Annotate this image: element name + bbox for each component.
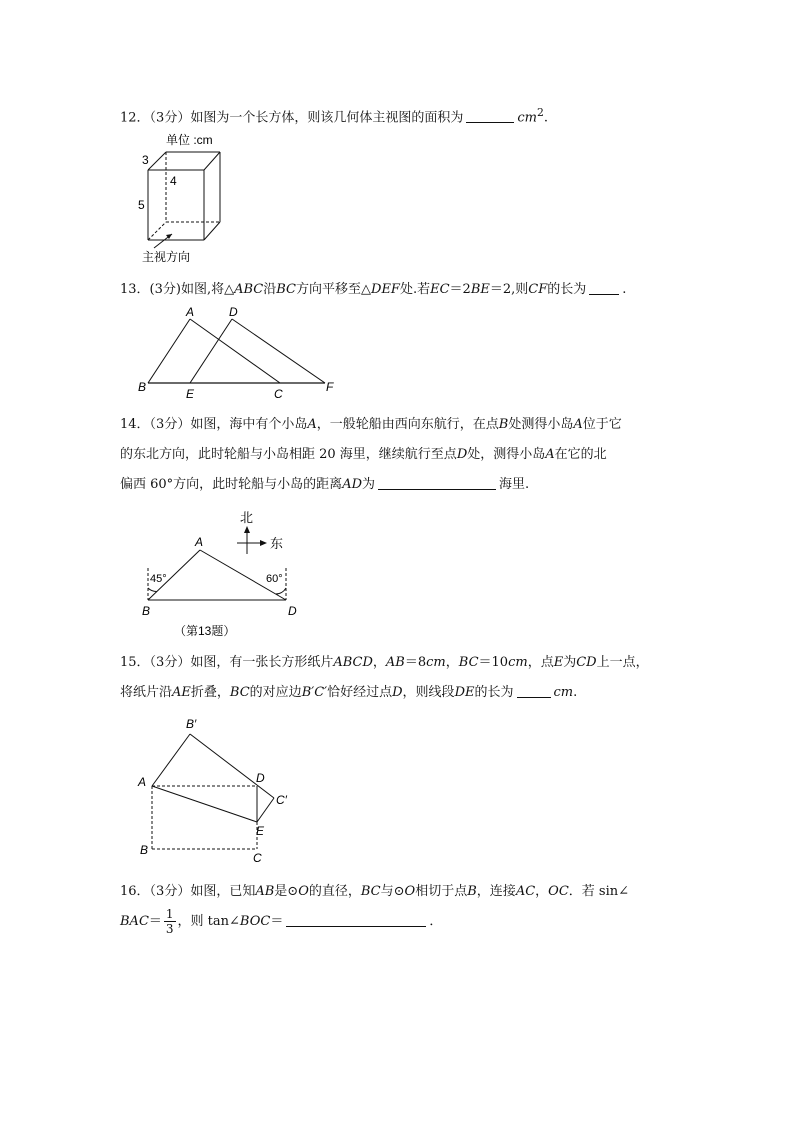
q13-end: .: [622, 282, 627, 297]
q15-l2a: 将纸片沿: [120, 685, 173, 700]
q16-answer-blank[interactable]: [286, 910, 426, 927]
q15-label-b: B: [140, 843, 149, 857]
q15-bpcp: B′C′: [301, 685, 328, 700]
q16-l2c: ＝: [270, 914, 284, 929]
q14-l1c: 处测得小岛: [508, 417, 574, 432]
q13-bc: BC: [276, 282, 297, 297]
q15-cm1: cm: [426, 655, 446, 670]
q15-edge-cp-e: [257, 798, 274, 822]
q13-side-de: [190, 319, 232, 383]
q13-be: BE: [470, 282, 490, 297]
q15-score: （3分）: [149, 655, 191, 670]
q16-end: ．: [429, 914, 443, 929]
q14-number: 14．: [120, 417, 150, 432]
q16-l2a: ＝: [148, 914, 162, 929]
q16-bac: BAC: [120, 914, 149, 929]
q15-label-a: A: [138, 775, 147, 789]
q14-b: B: [498, 417, 509, 432]
q16-line-1: [120, 877, 680, 907]
q15-l2d: 恰好经过点: [327, 685, 393, 700]
q15-l2b: 折叠，: [190, 685, 230, 700]
q15-number: 15．: [120, 655, 150, 670]
q14-north-label: 北: [240, 510, 254, 525]
q15-ab: AB: [385, 655, 405, 670]
q16-l1b: 是⊙: [274, 884, 299, 899]
q15-l1g: 为: [563, 655, 577, 670]
q16-ab: AB: [255, 884, 275, 899]
q14-l2a: 的东北方向，此时轮船与小岛相距 20 海里，继续航行至点: [120, 447, 457, 462]
q15-cd: CD: [576, 655, 597, 670]
q14-line-3: [120, 470, 680, 500]
q12-end: .: [543, 110, 548, 126]
q15-d: D: [392, 685, 403, 700]
q13-figure-triangles: [130, 305, 350, 405]
q12-top-right-edge: [204, 152, 220, 170]
q14-d: D: [456, 447, 468, 462]
q14-l2c: 在它的北: [554, 447, 607, 462]
q14-angle-arc-60: [276, 588, 286, 594]
q13-abc: ABC: [234, 282, 264, 297]
q15-l1d: ，: [445, 655, 459, 670]
q15-edge-ab-prime: [152, 734, 190, 786]
q13-side-ab: [148, 319, 190, 383]
q13-text-6: ＝2,则: [489, 282, 529, 297]
q15-l1a: 如图，有一张长方形纸片: [190, 655, 334, 670]
q16-score: （3分）: [149, 884, 191, 899]
q14-l2b: 处，测得小岛: [467, 447, 546, 462]
q16-o2: O: [404, 884, 416, 899]
q16-l1e: 相切于点: [415, 884, 468, 899]
q14-compass-north-arrow: [244, 526, 250, 533]
q13-label-a: A: [186, 305, 195, 319]
q15-line-2: [120, 678, 680, 708]
q15-abcd: ABCD: [333, 655, 373, 670]
q16-frac-numerator: 1: [165, 907, 174, 921]
q14-compass-east-arrow: [260, 540, 267, 546]
q16-frac-denominator: 3: [165, 922, 174, 936]
q15-line-1: [120, 648, 680, 678]
q13-number: 13．: [120, 282, 150, 297]
q16-ac: AC: [515, 884, 536, 899]
q15-label-b-prime: B′: [186, 717, 197, 731]
q15-label-c-prime: C′: [276, 793, 287, 807]
q13-text-5: ＝2: [449, 282, 471, 297]
q16-bc: BC: [360, 884, 381, 899]
q13-label-d: D: [229, 305, 238, 319]
q16-o1: O: [298, 884, 309, 899]
q15-cm2: cm: [508, 655, 528, 670]
q15-end: .: [573, 685, 578, 700]
q14-score: （3分）: [149, 417, 191, 432]
q15-de: DE: [454, 685, 475, 700]
q14-label-d: D: [288, 604, 297, 618]
q16-l1f: ，连接: [476, 884, 516, 899]
question-13: [120, 275, 680, 305]
question-12: [120, 98, 680, 133]
q14-figure-navigation: [130, 508, 330, 643]
q14-angle-45: 45°: [150, 573, 167, 585]
q13-label-c: C: [274, 387, 283, 401]
q12-number: 12．: [120, 110, 150, 126]
q16-l1c: 的直径，: [308, 884, 361, 899]
q14-l1a: 如图，海中有个小岛: [190, 417, 308, 432]
q15-cm3: cm: [553, 685, 574, 700]
q13-label-e: E: [186, 387, 195, 401]
q15-bc: BC: [458, 655, 479, 670]
q13-cf: CF: [528, 282, 548, 297]
q14-l3a: 偏西 60°方向，此时轮船与小岛的距离: [120, 477, 343, 492]
q15-label-c: C: [253, 851, 262, 865]
q16-b: B: [467, 884, 477, 899]
q12-text: 如图为一个长方体，则该几何体主视图的面积为: [190, 110, 464, 126]
q14-l1b: ，一般轮船由西向东航行，在点: [316, 417, 499, 432]
q14-angle-60: 60°: [266, 573, 283, 585]
q15-l1h: 上一点，: [596, 655, 649, 670]
q12-unit-sup: 2: [536, 106, 544, 119]
q14-label-b: B: [142, 604, 151, 618]
question-15: [120, 648, 680, 708]
q12-dim-5: 5: [138, 198, 145, 212]
q14-angle-arc-45: [148, 588, 157, 592]
q14-ad: AD: [342, 477, 362, 492]
q15-answer-blank[interactable]: [517, 681, 551, 698]
q13-text-2: 沿: [263, 282, 277, 297]
q12-unit: cm: [517, 110, 537, 126]
q15-l1e: ＝10: [478, 655, 509, 670]
q13-label-b: B: [138, 380, 147, 394]
q15-label-d: D: [256, 771, 265, 785]
q14-l1d: 位于它: [582, 417, 622, 432]
q15-l1f: ，点: [527, 655, 554, 670]
q13-text-3: 方向平移至△: [296, 282, 372, 297]
q15-figure-fold: [130, 712, 300, 867]
q16-l1g: ，: [535, 884, 549, 899]
q16-oc: OC: [548, 884, 569, 899]
q13-text-1: 如图,将△: [180, 282, 235, 297]
q12-answer-blank[interactable]: [466, 106, 514, 123]
q15-e: E: [553, 655, 564, 670]
q15-l2e: ，则线段: [402, 685, 455, 700]
q14-line-1: [120, 410, 680, 440]
q14-label-a: A: [195, 535, 204, 549]
q13-def: DEF: [371, 282, 400, 297]
question-16: [120, 877, 680, 937]
q15-l2f: 的长为: [474, 685, 514, 700]
q16-l1a: 如图，已知: [190, 884, 256, 899]
q13-score: (3分): [149, 282, 181, 297]
q12-dim-4: 4: [170, 174, 177, 188]
q16-fraction: [164, 907, 176, 936]
q14-east-label: 东: [270, 536, 284, 551]
q14-a3: A: [545, 447, 555, 462]
q12-hidden-diagonal: [148, 222, 166, 240]
q15-l1b: ，: [372, 655, 386, 670]
question-14: [120, 410, 680, 500]
q16-boc: BOC: [239, 914, 271, 929]
q12-bottom-right-edge: [204, 222, 220, 240]
q14-a: A: [307, 417, 317, 432]
q13-side-df: [232, 319, 325, 383]
q15-bc2: BC: [229, 685, 250, 700]
q13-text-4: 处.若: [399, 282, 431, 297]
q16-l1d: 与⊙: [380, 884, 405, 899]
q12-figure-cuboid: [130, 130, 240, 265]
q16-l2b: ，则 tan∠: [177, 914, 240, 929]
q15-fold-line-ae: [152, 786, 257, 822]
q13-label-f: F: [326, 380, 334, 394]
q12-unit-label: 单位 :cm: [166, 133, 213, 147]
q14-line-2: [120, 440, 680, 470]
q15-edge-bp-cp: [190, 734, 274, 798]
q15-label-e: E: [256, 824, 265, 838]
q15-l2c: 的对应边: [249, 685, 302, 700]
q12-score: （3分）: [149, 110, 191, 126]
q14-answer-blank[interactable]: [378, 473, 496, 490]
q14-l3c: 海里.: [499, 477, 530, 492]
q14-l3b: 为: [362, 477, 376, 492]
q14-caption: （第13题）: [174, 624, 236, 638]
q13-text-7: 的长为: [547, 282, 587, 297]
q13-ec: EC: [430, 282, 450, 297]
q12-dim-3: 3: [142, 153, 149, 167]
q12-view-label: 主视方向: [142, 250, 191, 264]
q13-answer-blank[interactable]: [589, 278, 619, 295]
q12-top-left-edge: [148, 152, 166, 170]
q16-line-2: [120, 907, 680, 937]
q15-l1c: ＝8: [404, 655, 427, 670]
q15-ae: AE: [172, 685, 191, 700]
q14-a2: A: [573, 417, 583, 432]
q13-side-ac: [190, 319, 280, 383]
q16-number: 16．: [120, 884, 150, 899]
q16-l1h: ．若 sin∠: [568, 884, 630, 899]
